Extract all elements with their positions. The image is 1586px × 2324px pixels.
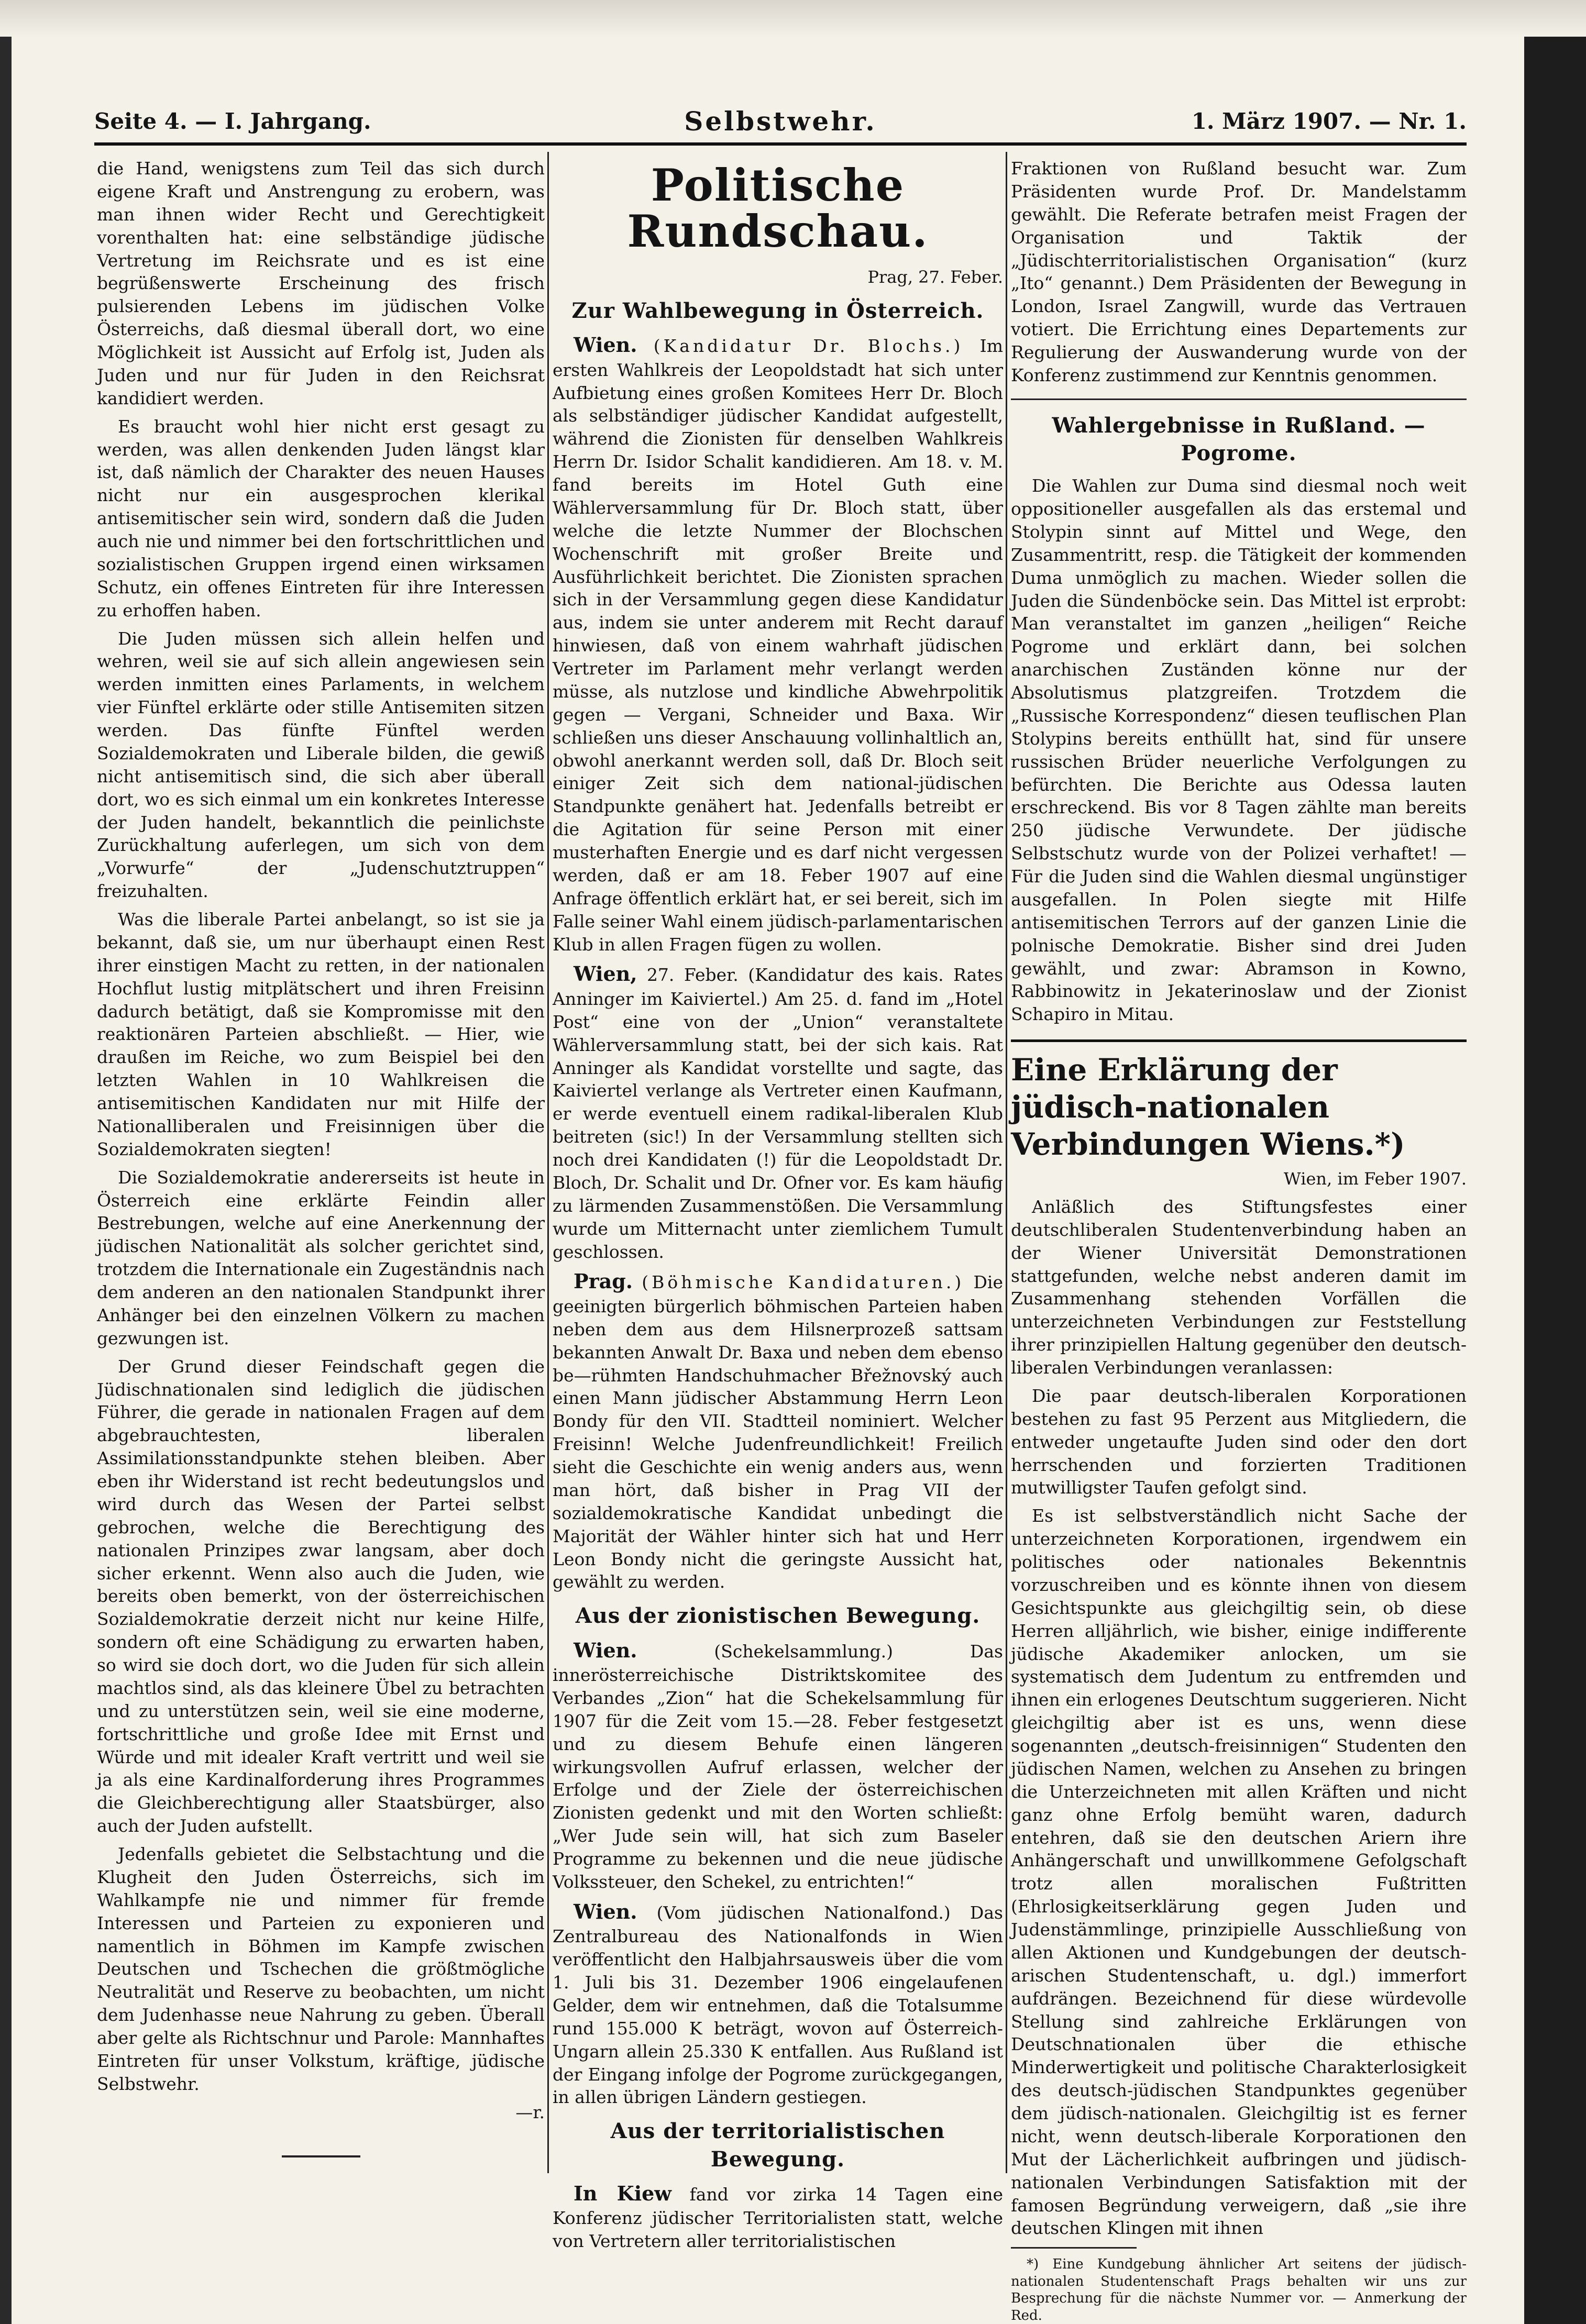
column-divider: [547, 152, 549, 2173]
news-text: Am 25. d. fand im „Hotel Post“ eine von der „Union“ veranstaltete Wählerversammlung statt, bei der sich kais. Rat Anninger als Kandidat vorstellte und sagte, das Kaiviertel verlange als Vertreter einen Kaufmann, er werde eventuell einem radikal-liberalen Klub beitreten (sic!) In der Versammlung stellten sich noch drei Kandidaten (!) für die Leopoldstadt Dr. Bloch, Dr. Schalit und Dr. Ofner vor. Es kam häufig zu lärmenden Zusammenstößen. Die Versammlung wurde um Mitternacht unter ziemlichem Tumult geschlossen.: [553, 988, 1003, 1262]
column-1: [97, 157, 545, 2147]
article-paragraph: die Hand, wenigstens zum Teil das sich durch eigene Kraft und Anstrengung zu erobern, was man ihnen wider Recht und Gerechtigkeit vorenthalten hat: eine selbständige jüdische Vertretung im Reichsrate und es ist eine begrüßenswerte Erscheinung des frisch pulsierenden Lebens im jüdischen Volke Österreichs, daß diesmal überall dort, wo eine Möglichkeit ist Aussicht auf Erfolg ist, Juden als Juden und nur für Juden in den Reichsrat kandidiert werden.: [97, 158, 545, 408]
page-number: Seite 4. — I. Jahrgang.: [94, 108, 371, 134]
masthead-title: Selbstwehr.: [684, 105, 877, 137]
section-subheading: Aus der territorialistischen Bewegung.: [610, 2119, 945, 2172]
article-paragraph: Was die liberale Partei anbelangt, so ist sie ja bekannt, daß sie, um nur überhaupt einen Rest ihrer einstigen Macht zu retten, in der nationalen Hochflut lustig mitplätschert und ihren Freisinn dadurch betätigt, daß sie Kompromisse mit den reaktionären Parteien abschließt. — Hier, wie draußen im Reiche, wo zum Beispiel bei den letzten Wahlen in 10 Wahlkreisen die antisemitischen Kandidaten nur mit Hilfe der Nationalliberalen und Freisinnigen über die Sozialdemokraten siegten!: [97, 909, 545, 1159]
author-signature: —r.: [515, 2101, 545, 2122]
news-lead: (Vom jüdischen Nationalfond.): [656, 1902, 951, 1923]
section-subheading: Aus der zionistischen Bewegung.: [575, 1603, 981, 1629]
scan-border-right: [1524, 0, 1586, 2324]
news-lead: (Kandidatur Dr. Blochs.): [653, 336, 964, 357]
section-rule: [1011, 399, 1467, 400]
end-rule: [282, 2155, 360, 2157]
dateline: Prag, 27. Feber.: [867, 267, 1003, 287]
article-paragraph: Es braucht wohl hier nicht erst gesagt zu werden, was allen denkenden Juden längst klar ist, daß nämlich der Charakter des neuen Hauses nicht nur ein ausgesprochen klerikal antisemitischer sein wird, sondern daß die Juden auch nie und nimmer bei den fortschrittlichen und sozialistischen Gruppen irgend einen wirksamen Schutz, ein offenes Eintreten für ihre Interessen zu erhoffen haben.: [97, 416, 545, 621]
news-item: [553, 1268, 1003, 1593]
section-title: Politische Rundschau.: [627, 159, 929, 258]
article-headline: Eine Erklärung der jüdisch-nationalen Verbindungen Wiens.*): [1011, 1052, 1405, 1162]
article-paragraph: Der Grund dieser Feindschaft gegen die Jüdischnationalen sind lediglich die jüdischen Führer, die gerade in nationalen Fragen auf dem abgebrauchtesten, liberalen Assimilationsstandpunkte stehen bleiben. Aber eben ihr Widerstand ist recht bedeutungslos und wird durch das Wesen der Partei selbst gebrochen, welche die Berechtigung des nationalen Prinzipes zwar langsam, aber doch sicher erkennt. Wenn also auch die Juden, wie bereits oben bemerkt, von der österreichischen Sozialdemokratie derzeit nicht nur keine Hilfe, sondern oft eine Schädigung zu erwarten haben, so wird sie doch dort, wo die Juden für sich allein machtlos sind, als das kleinere Übel zu betrachten und zu unterstützen sein, weil sie eine moderne, fortschrittliche und große Idee mit Ernst und Würde und mit idealer Kraft vertritt und weil sie ja als eine Kardinalforderung ihres Programmes die Gleichberechtigung aller Staatsbürger, also auch der Juden aufstellt.: [97, 1356, 545, 1836]
scan-border-left: [0, 0, 12, 2324]
news-place: Wien.: [574, 1638, 637, 1662]
news-item: [553, 1899, 1003, 2109]
article-paragraph: Es ist selbstverständlich nicht Sache der unterzeichneten Korporationen, irgendwem ein politisches oder nationales Bekenntnis vorzuschreiben und es könnte ihnen von diesem Gesichtspunkte aus gleichgiltig sein, ob diese Herren alljährlich, wie bisher, einige indifferente jüdische Akademiker anlocken, um sie systematisch dem Judentum zu entfremden und ihnen ein erlogenes Deutschtum suggerieren. Nicht gleichgiltig aber ist es uns, wenn diese sogenannten „deutsch-freisinnigen“ Studenten den jüdischen Namen, welchen zu Ansehen zu bringen die Unterzeichneten mit allen Kräften und nicht ganz ohne Erfolg bemüht waren, dadurch entehren, daß sie den deutschen Ariern ihre Anhängerschaft und unwillkommene Gefolgschaft trotz allen moralischen Fußtritten (Ehrlosigkeitserklärung gegen Juden und Judenstämmlinge, prinzipielle Ausschließung von allen Aktionen und Kundgebungen der deutsch-arischen Studentenschaft, u. dgl.) immerfort aufdrängen. Bezeichnend für diese würdevolle Stellung sind zahlreiche Erklärungen von Deutschnationalen über die ethische Minderwertigkeit und politische Charakterlosigkeit des deutsch-jüdischen Standpunktes gegenüber dem jüdisch-nationalen. Gleichgiltig ist es ferner nicht, wenn deutsch-liberale Korporationen den Mut der Lächerlichkeit aufbringen und jüdisch-nationalen Verbindungen Satisfaktion mit der famosen Begründung verweigern, daß „sie ihre deutschen Klingen mit ihnen: [1011, 1506, 1467, 2239]
news-text: Die geeinigten bürgerlich böhmischen Parteien haben neben dem aus dem Hilsnerprozeß sattsam bekannten Anwalt Dr. Baxa und neben dem ebenso be—rühmten Handschuhmacher Břežnovský auch einen Mann jüdischer Abstammung Herrn Leon Bondy für den VII. Stadtteil nominiert. Welcher Freisinn! Welche Judenfreundlichkeit! Freilich sieht die Geschichte ein wenig anders aus, wenn man hört, daß bisher in Prag VII der sozialdemokratische Kandidat unbedingt die Majorität der Wähler hinter sich hat und Herr Leon Bondy nicht die geringste Aussicht hat, gewählt zu werden.: [553, 1272, 1004, 1592]
news-place: Prag.: [574, 1269, 633, 1293]
news-text: Das innerösterreichische Distriktskomitee des Verbandes „Zion“ hat die Schekelsammlung für 1907 für die Zeit vom 15.—28. Feber festgesetzt und zu diesem Behufe einen längeren wirkungsvollen Aufruf erlassen, welcher der Erfolge und der Ziele der österreichischen Zionisten gedenkt und mit den Worten schließt: „Wer Jude sein will, hat sich zum Baseler Programme zu bekennen und die neue jüdische Volkssteuer, den Schekel, zu entrichten!“: [553, 1641, 1003, 1892]
section-subheading: Zur Wahlbewegung in Österreich.: [571, 298, 984, 323]
footnote-rule: [1011, 2247, 1137, 2249]
header-rule: [94, 142, 1467, 146]
news-place: Wien,: [574, 962, 637, 986]
section-rule: [1011, 1039, 1467, 1042]
dateline: Wien, im Feber 1907.: [1283, 1169, 1467, 1189]
news-text: Das Zentralbureau des Nationalfonds in Wien veröffentlicht den Halbjahrsausweis über die vom 1. Juli bis 31. Dezember 1906 eingelaufenen Gelder, dem wir entnehmen, daß die Totalsumme rund 155.000 K beträgt, wovon auf Österreich-Ungarn allein 25.330 K entfallen. Aus Rußland ist der Eingang infolge der Pogrome zurückgegangen, in allen übrigen Ländern gestiegen.: [553, 1902, 1003, 2108]
column-3: [1011, 157, 1467, 2323]
news-item: [553, 2181, 1003, 2253]
news-place: In Kiew: [574, 2181, 672, 2205]
news-lead: 27. Feber. (Kandidatur des kais. Rates Anninger im Kaiviertel.): [553, 965, 1003, 1009]
page-header: [94, 103, 1467, 139]
news-item: [553, 961, 1003, 1263]
news-lead: (Schekelsammlung.): [714, 1641, 893, 1662]
news-item: [553, 332, 1003, 956]
article-paragraph: Fraktionen von Rußland besucht war. Zum Präsidenten wurde Prof. Dr. Mandelstamm gewählt. Die Referate betrafen meist Fragen der Organisation und Taktik der „Jüdischterritorialistischen Organisation“ (kurz „Ito“ genannt.) Dem Präsidenten der Bewegung in London, Israel Zangwill, wurde das Vertrauen votiert. Die Errichtung eines Departements zur Regulierung der Auswanderung wurde von der Konferenz zustimmend zur Kenntnis genommen.: [1011, 158, 1467, 385]
news-text: Im ersten Wahlkreis der Leopoldstadt hat sich unter Aufbietung eines großen Komitees Herr Dr. Bloch als selbständiger jüdischer Kandidat aufgestellt, während die Zionisten für denselben Wahlkreis Herrn Dr. Isidor Schalit kandidieren. Am 18. v. M. fand bereits im Hotel Guth eine Wählerversammlung für Dr. Bloch statt, über welche die letzte Nummer der Blochschen Wochenschrift mit großer Breite und Ausführlichkeit berichtet. Die Zionisten sprachen sich in der Versammlung gegen diese Kandidatur aus, indem sie unter anderem mit Recht darauf hinwiesen, daß von einem wahrhaft jüdischen Vertreter im Parlament mehr verlangt werden müsse, als nutzlose und kindliche Abwehrpolitik gegen — Vergani, Schneider und Baxa. Wir schließen uns dieser Anschauung vollinhaltlich an, obwohl anerkannt werden soll, daß Dr. Bloch seit einiger Zeit sich dem national-jüdischen Standpunkte genähert hat. Jedenfalls betreibt er die Agitation für seine Person mit einer musterhaften Energie und es darf nicht vergessen werden, daß er am 18. Feber 1907 auf eine Anfrage öffentlich erklärt hat, er sei bereit, sich im Falle seiner Wahl einem jüdisch-parlamentarischen Klub in allen Fragen fügen zu wollen.: [553, 336, 1003, 955]
footnote: *) Eine Kundgebung ähnlicher Art seitens der jüdisch-nationalen Studentenschaft Prags behalten wir uns zur Besprechung für die nächste Nummer vor. — Anmerkung der Red.: [1011, 2256, 1467, 2323]
section-subheading: Wahlergebnisse in Rußland. — Pogrome.: [1052, 413, 1426, 466]
article-paragraph: Die Juden müssen sich allein helfen und wehren, weil sie auf sich allein angewiesen sein werden inmitten eines Parlaments, in welchem vier Fünftel erklärte oder stille Antisemiten sitzen werden. Das fünfte Fünftel werden Sozialdemokraten und Liberale bilden, die gewiß nicht antisemitisch sind, die sich aber überall dort, wo es sich einmal um ein konkretes Interesse der Juden handelt, bekanntlich die peinlichste Zurückhaltung auferlegen, um sich von dem „Vorwurfe“ der „Judenschutztruppen“ freizuhalten.: [97, 628, 545, 902]
news-place: Wien.: [574, 333, 637, 357]
column-divider: [1006, 152, 1007, 2173]
article-paragraph: Die Wahlen zur Duma sind diesmal noch weit oppositioneller ausgefallen als das erstemal und Stolypin sinnt auf Mittel und Wege, den Zusammentritt, resp. die Tätigkeit der kommenden Duma unmöglich zu machen. Wieder sollen die Juden die Sündenböcke sein. Das Mittel ist erprobt: Man veranstaltet im ganzen „heiligen“ Reiche Pogrome und erklärt dann, bei solchen anarchischen Zuständen könne nur der Absolutismus platzgreifen. Trotzdem die „Russische Korrespondenz“ diesen teuflischen Plan Stolypins bereits enthüllt hat, sind für unsere russischen Brüder neuerliche Verfolgungen zu befürchten. Die Berichte aus Odessa lauten erschreckend. Bis vor 8 Tagen zählte man bereits 250 jüdische Verwundete. Der jüdische Selbstschutz wurde von der Polizei verhaftet! — Für die Juden sind die Wahlen diesmal ungünstiger ausgefallen. In Polen siegte mit Hilfe antisemitischen Terrors auf der ganzen Linie die polnische Demokratie. Bisher sind drei Juden gewählt, und zwar: Abramson in Kowno, Rabbinowitz in Jekaterinoslaw und der Zionist Schapiro in Mitau.: [1011, 475, 1467, 1025]
column-2: [553, 157, 1004, 2252]
article-paragraph: Jedenfalls gebietet die Selbstachtung und die Klugheit den Juden Österreichs, sich im Wahlkampfe nie und nimmer für fremde Interessen und Parteien zu exponieren und namentlich in Böhmen im Kampfe zwischen Deutschen und Tschechen die größtmögliche Neutralität und Reserve zu beobachten, um nicht dem Judenhasse neue Nahrung zu geben. Überall aber gelte als Richtschnur und Parole: Mannhaftes Eintreten für unser Volkstum, kräftige, jüdische Selbstwehr.: [97, 1844, 545, 2094]
scan-top-edge: [0, 0, 1586, 37]
news-place: Wien.: [574, 1899, 637, 1923]
article-paragraph: Die Sozialdemokratie andererseits ist heute in Österreich eine erklärte Feindin aller Bestrebungen, welche auf eine Anerkennung der jüdischen Nationalität als solcher gerichtet sind, trotzdem die Internationale ein Zugeständnis nach dem anderen an den nationalen Standpunkt ihrer Anhänger bei den einzelnen Völkern zu machen gezwungen ist.: [97, 1167, 545, 1348]
issue-date: 1. März 1907. — Nr. 1.: [1191, 108, 1467, 134]
news-text: fand vor zirka 14 Tagen eine Konferenz jüdischer Territorialisten statt, welche von Vertretern aller territorialistischen: [553, 2184, 1004, 2252]
news-lead: (Böhmische Kandidaturen.): [642, 1272, 965, 1293]
article-paragraph: Anläßlich des Stiftungsfestes einer deutschliberalen Studentenverbindung haben an der Wiener Universität Demonstrationen stattgefunden, welche nebst anderen damit im Zusammenhang stehenden Vorfällen die unterzeichneten Verbindungen zur Feststellung ihrer prinzipiellen Haltung gegenüber den deutsch-liberalen Verbindungen veranlassen:: [1011, 1196, 1467, 1378]
news-item: [553, 1637, 1003, 1894]
article-paragraph: Die paar deutsch-liberalen Korporationen bestehen zu fast 95 Perzent aus Mitgliedern, die entweder ungetaufte Juden sind oder den dort herrschenden und forzierten Traditionen mutwilligster Taufen gefolgt sind.: [1011, 1385, 1467, 1498]
